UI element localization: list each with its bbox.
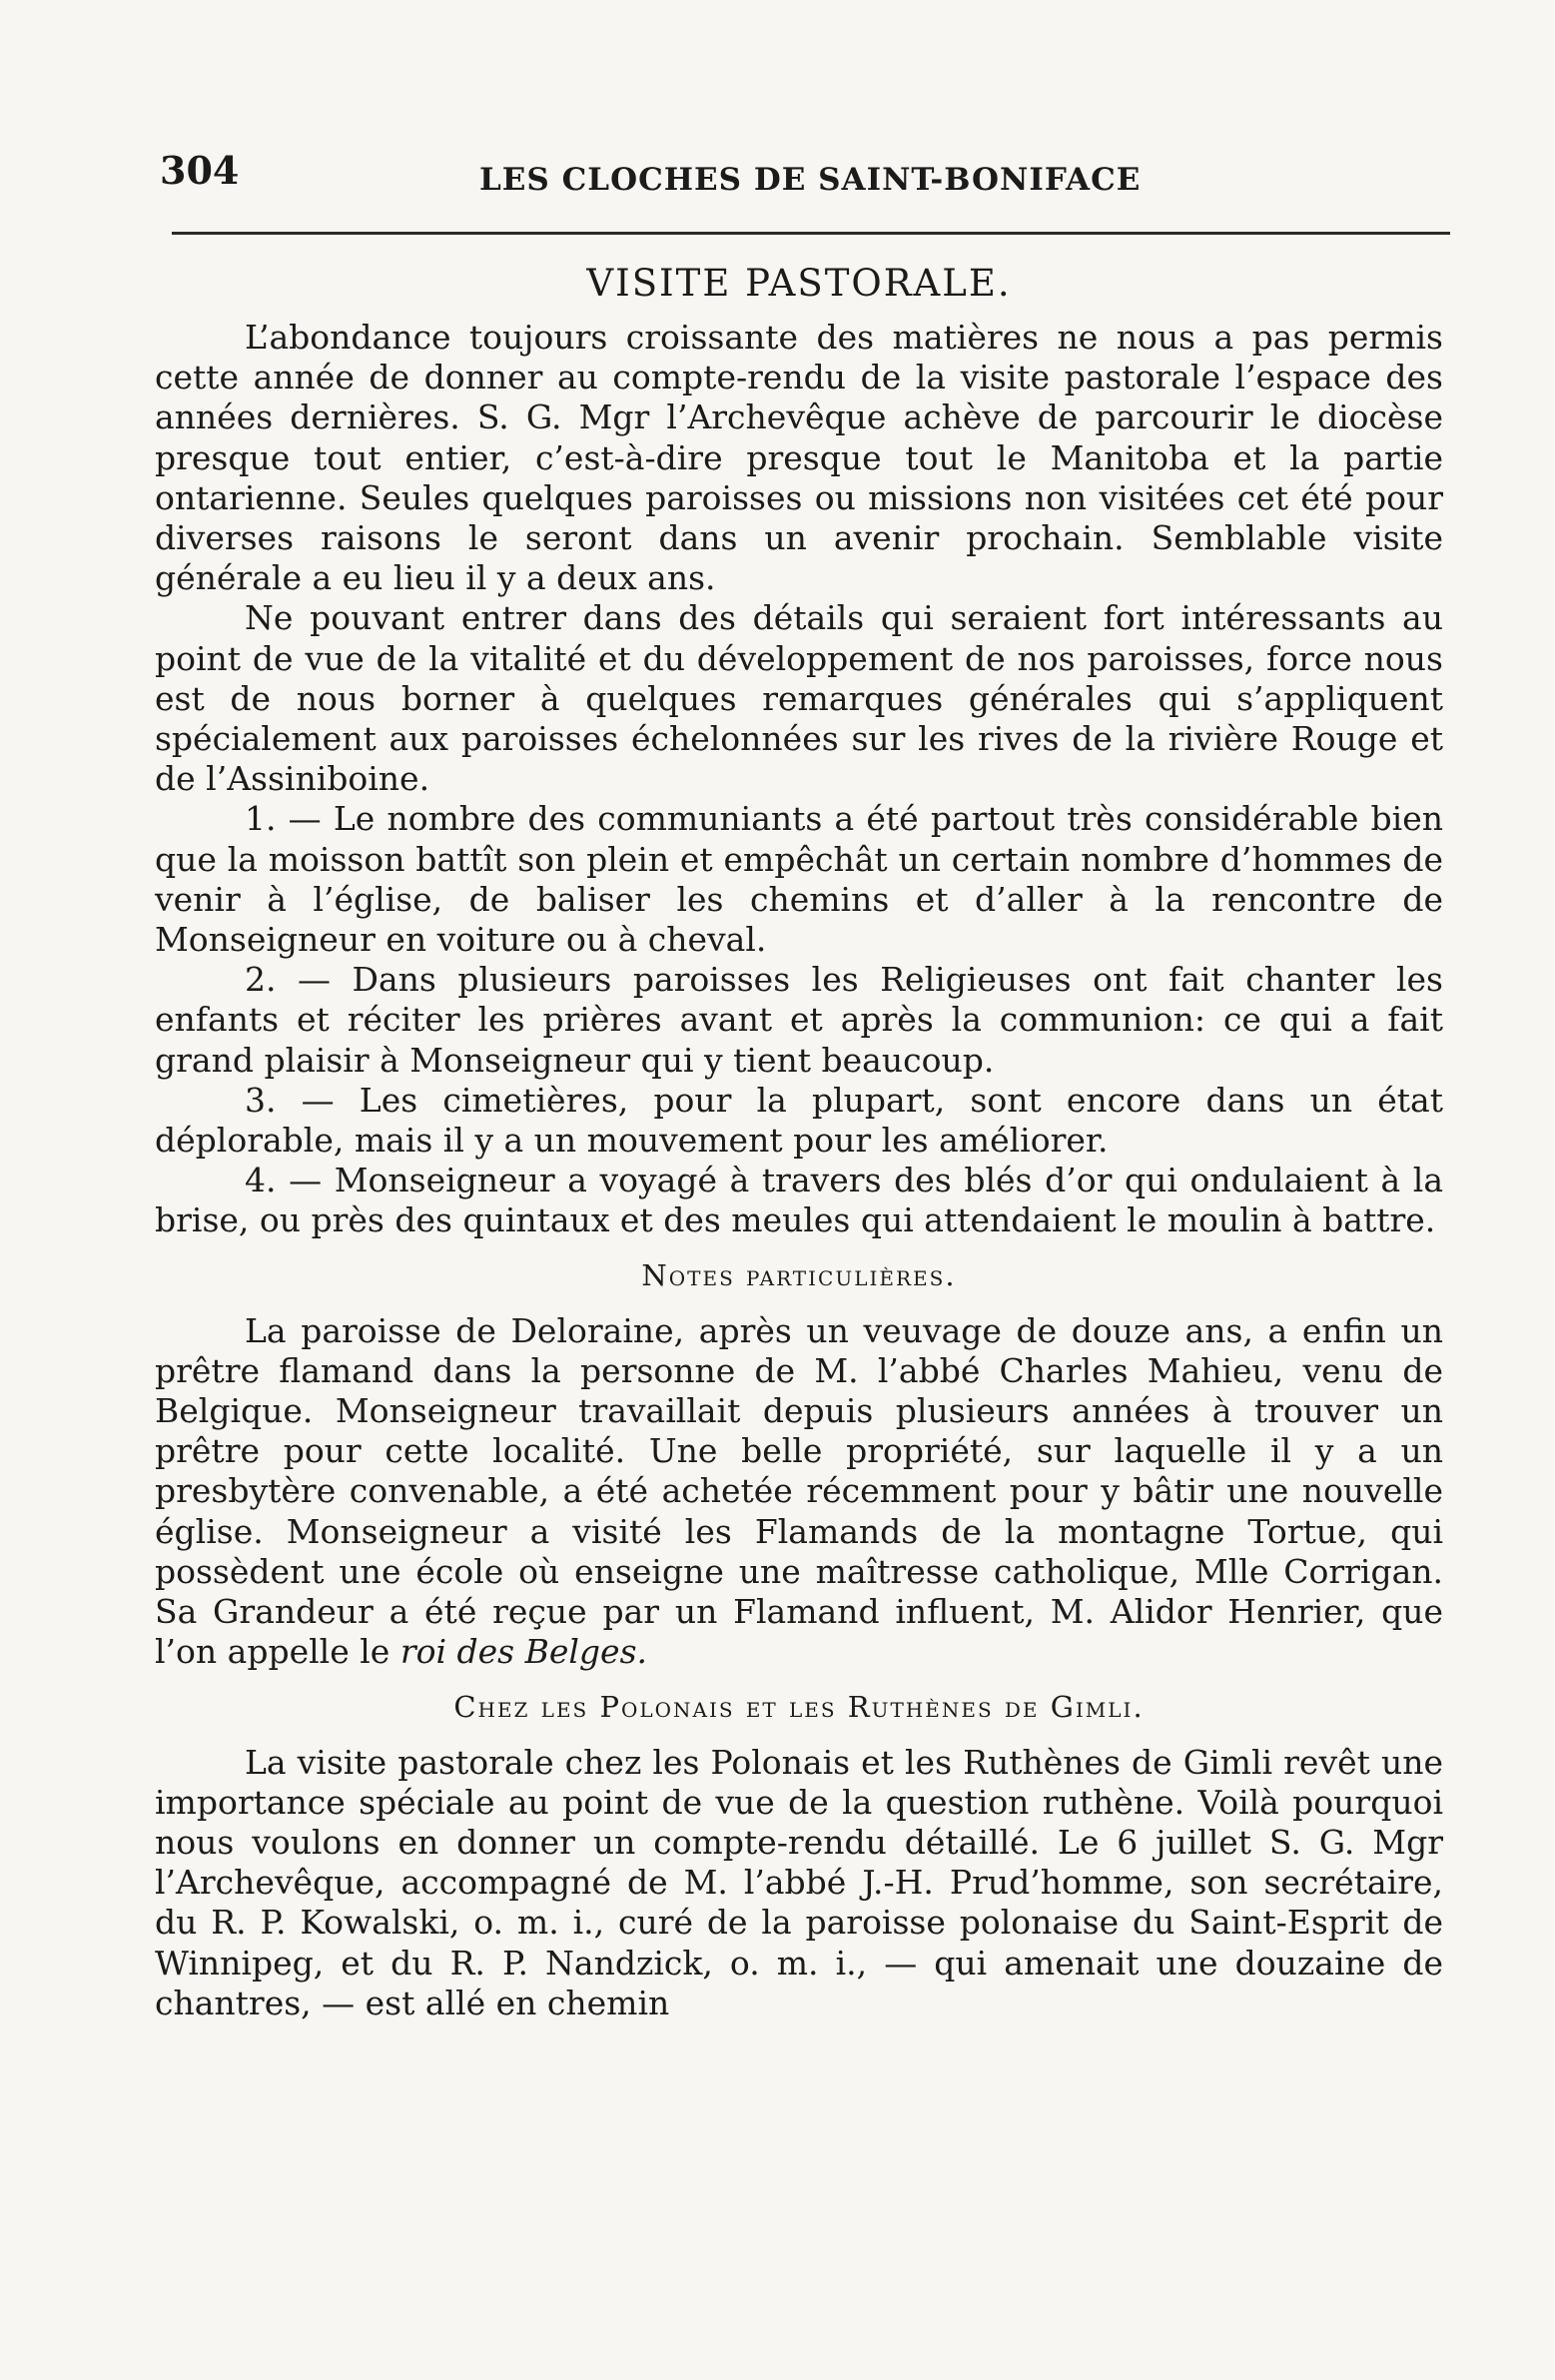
italic-text: roi des Belges. <box>399 1632 648 1672</box>
page-content <box>155 250 1443 2023</box>
paragraph: Ne pouvant entrer dans des détails qui seraient fort intéressants au point de vue de la vitalité et du développement de nos paroisses, force nous est de nous borner à quelques remarques générales qui s’appliquent spécialement aux paroisses échelonnées sur les rives de la rivière Rouge et de l’Assiniboine. <box>155 598 1443 799</box>
section-title-notes-particulieres: Notes particulières. <box>641 1257 957 1292</box>
paragraph: L’abondance toujours croissante des matières ne nous a pas permis cette année de donner au compte-rendu de la visite pastorale l’espace des années dernières. S. G. Mgr l’Archevêque achève de parcourir le diocèse presque tout entier, c’est-à-dire presque tout le Manitoba et la partie ontarienne. Seules quelques paroisses ou missions non visitées cet été pour diverses raisons le seront dans un avenir prochain. Semblable visite générale a eu lieu il y a deux ans. <box>155 318 1443 598</box>
paragraph: 2. — Dans plusieurs paroisses les Religieuses ont fait chanter les enfants et réciter les prières avant et après la communion: ce qui a fait grand plaisir à Monseigneur qui y tient beaucoup. <box>155 960 1443 1080</box>
paragraph: 4. — Monseigneur a voyagé à travers des blés d’or qui ondulaient à la brise, ou près des quintaux et des meules qui attendaient le moulin à battre. <box>155 1161 1443 1240</box>
paragraph: 1. — Le nombre des communiants a été partout très considérable bien que la moisson battît son plein et empêchât un certain nombre d’hommes de venir à l’église, de baliser les chemins et d’aller à la rencontre de Monseigneur en voiture ou à cheval. <box>155 799 1443 960</box>
paragraph: La visite pastorale chez les Polonais et les Ruthènes de Gimli revêt une importance spéciale au point de vue de la question ruthène. Voilà pourquoi nous voulons en donner un compte-rendu détaillé. Le 6 juillet S. G. Mgr l’Archevêque, accompagné de M. l’abbé J.-H. Prud’homme, son secrétaire, du R. P. Kowalski, o. m. i., curé de la paroisse polonaise du Saint-Esprit de Winnipeg, et du R. P. Nandzick, o. m. i., — qui amenait une douzaine de chantres, — est allé en chemin <box>155 1742 1443 2022</box>
running-title: LES CLOCHES DE SAINT-BONIFACE <box>479 162 1142 198</box>
section-title-visite-pastorale: VISITE PASTORALE. <box>586 262 1012 305</box>
running-head <box>160 148 1448 208</box>
header-rule <box>172 232 1450 235</box>
paragraph: 3. — Les cimetières, pour la plupart, sont encore dans un état déplorable, mais il y a un mouvement pour les améliorer. <box>155 1080 1443 1161</box>
paragraph-text: La paroisse de Deloraine, après un veuvage de douze ans, a enfin un prêtre flamand dans la personne de M. l’abbé Charles Mahieu, venu de Belgique. Monseigneur travaillait depuis plusieurs années à trouver un prêtre pour cette localité. Une belle propriété, sur laquelle il y a un presbytère convenable, a été achetée récemment pour y bâtir une nouvelle église. Monseigneur a visité les Flamands de la montagne Tortue, qui possèdent une école où enseigne une maîtresse catholique, Mlle Corrigan. Sa Grandeur a été reçue par un Flamand influent, M. Alidor Henrier, que l’on appelle le <box>155 1310 1443 1672</box>
page-number: 304 <box>160 148 240 193</box>
paragraph <box>155 1311 1443 1673</box>
section-title-polonais-ruthenes: Chez les Polonais et les Ruthènes de Gimli. <box>453 1689 1145 1724</box>
